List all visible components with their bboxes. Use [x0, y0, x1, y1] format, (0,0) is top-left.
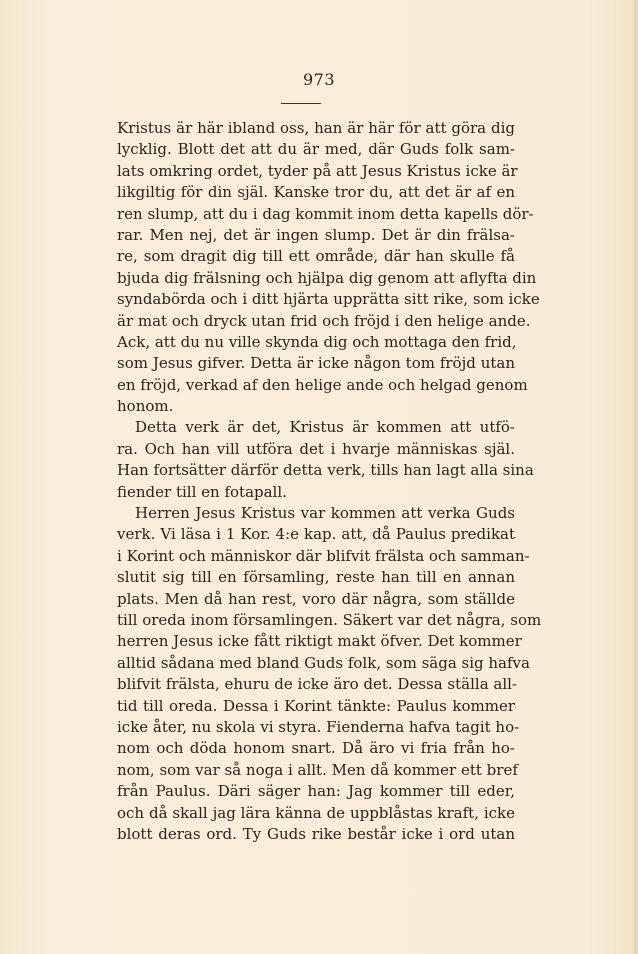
text-line: från Paulus. Däri säger han: Jag kommer till eder, [117, 782, 515, 801]
text-line: herren Jesus icke fått riktigt makt öfver. Det kommer [117, 632, 522, 651]
text-line: slutit sig till en församling, reste han till en annan [117, 568, 515, 587]
text-line: ren slump, att du i dag kommit inom detta kapells dör- [117, 204, 534, 223]
text-line: tid till oreda. Dessa i Korint tänkte: Paulus kommer [117, 696, 515, 715]
text-line: plats. Men då han rest, voro där några, som ställde [117, 589, 515, 608]
page-number: 973 [302, 70, 336, 89]
text-line: Kristus är här ibland oss, han är här för att göra dig [117, 119, 515, 137]
text-line: blott deras ord. Ty Guds rike består icke i ord utan [117, 824, 515, 843]
text-line: alltid sådana med bland Guds folk, som säga sig hafva [117, 653, 530, 672]
text-line: till oreda inom församlingen. Säkert var det några, som [117, 610, 542, 629]
text-line: som Jesus gifver. Detta är icke någon tom fröjd utan [117, 354, 515, 373]
text-line: honom. [117, 397, 174, 416]
text-line: lycklig. Blott det att du är med, där Guds folk sam- [117, 140, 515, 159]
text-line: fiender till en fotapall. [117, 482, 287, 501]
text-line: en fröjd, verkad af den helige ande och helgad genom [117, 375, 528, 394]
text-line: icke åter, nu skola vi styra. Fienderna hafva tagit ho- [117, 717, 520, 736]
text-line: rar. Men nej, det är ingen slump. Det är din frälsa- [117, 225, 515, 244]
text-line: Ack, att du nu ville skynda dig och mottaga den frid, [117, 332, 517, 351]
text-line: nom, som var så noga i allt. Men då kommer ett bref [117, 760, 518, 779]
text-line: likgiltig för din själ. Kanske tror du, att det är af en [117, 183, 515, 202]
text-line: är mat och dryck utan frid och fröjd i den helige ande. [117, 311, 531, 330]
body-text [117, 118, 542, 845]
text-line: Herren Jesus Kristus var kommen att verka Guds [135, 504, 515, 523]
text-line: bjuda dig frälsning och hjälpa dig genom att aflyfta din [117, 268, 537, 287]
text-line: ra. Och han vill utföra det i hvarje människas själ. [117, 439, 515, 458]
page-edge [634, 0, 638, 954]
text-line: verk. Vi läsa i 1 Kor. 4:e kap. att, då Paulus predikat [117, 525, 515, 544]
page-number-rule [281, 103, 321, 104]
text-line: re, som dragit dig till ett område, där han skulle få [117, 247, 515, 266]
text-line: syndabörda och i ditt hjärta upprätta sitt rike, som icke [117, 290, 540, 309]
text-line: Han fortsätter därför detta verk, tills han lagt alla sina [117, 461, 534, 480]
text-line: blifvit frälsta, ehuru de icke äro det. Dessa ställa all- [117, 675, 518, 694]
text-line: lats omkring ordet, tyder på att Jesus Kristus icke är [117, 161, 518, 180]
text-line: i Korint och människor där blifvit frälsta och samman- [117, 546, 530, 565]
text-line: nom och döda honom snart. Då äro vi fria från ho- [117, 739, 515, 758]
text-line: Detta verk är det, Kristus är kommen att utfö- [135, 418, 515, 437]
text-line: och då skall jag lära känna de uppblåstas kraft, icke [117, 803, 515, 822]
